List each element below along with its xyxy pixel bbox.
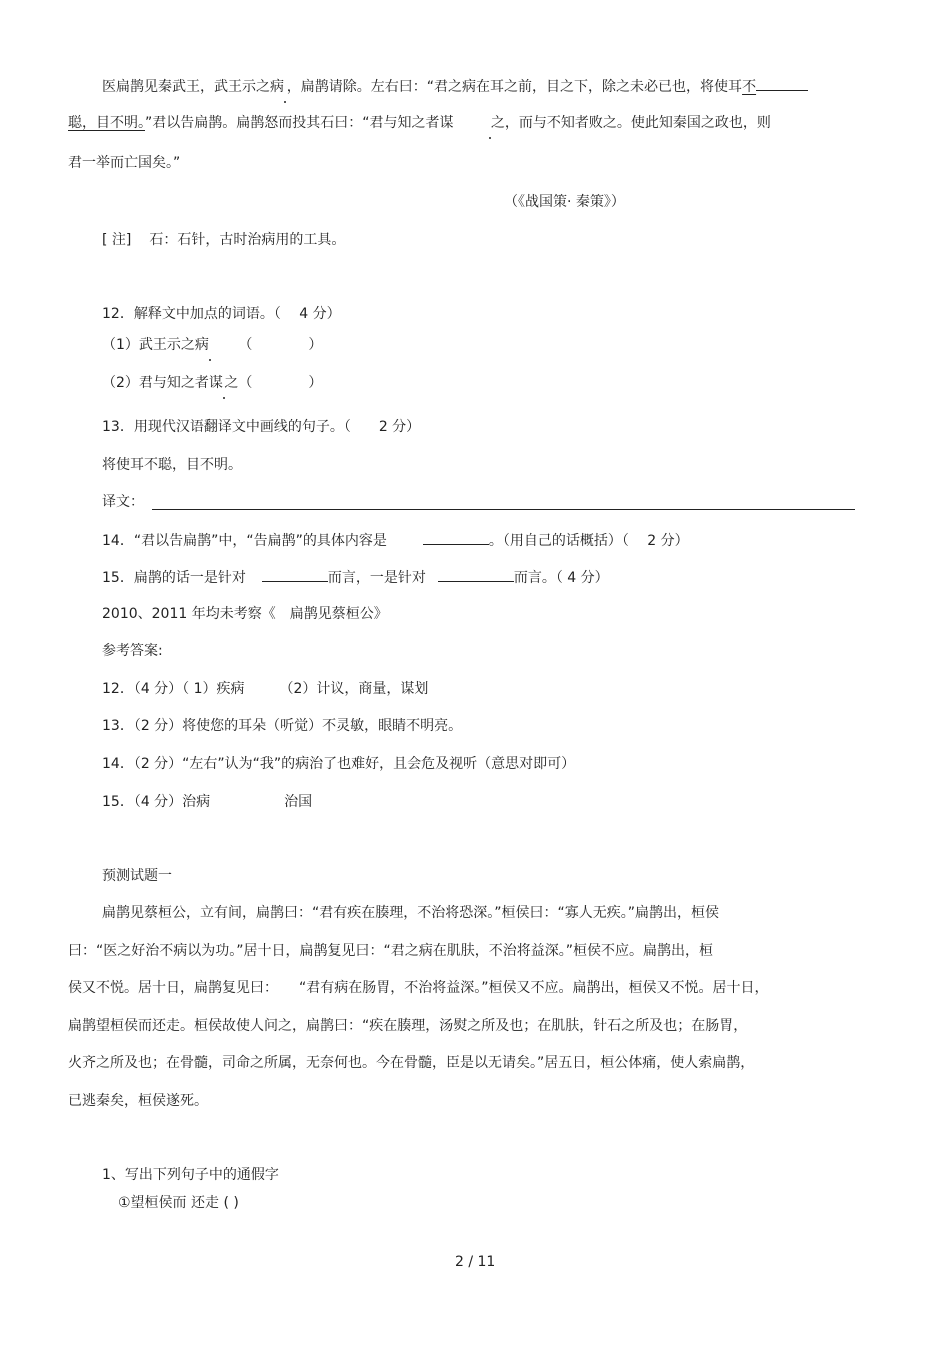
emphasis-dot-mark <box>284 77 287 97</box>
answer-13: 13．（2 分）将使您的耳朵（听觉）不灵敏，眼睛不明亮。 <box>102 718 463 734</box>
emphasis-dot-mark <box>223 373 224 393</box>
question-12: 12．解释文中加点的词语。（ 4 分） <box>102 306 341 322</box>
exam-note: 2010、2011 年均未考察《 扁鹊见蔡桓公》 <box>102 606 388 622</box>
prediction-line: 侯又不悦。居十日，扁鹊复见曰： “君有病在肠胃，不治将益深。”桓侯又不应。扁鹊出，桓侯又不悦。居十日， <box>68 980 769 996</box>
question-15: 15．扁鹊的话一是针对 而言，一是针对 而言。（ 4 分） <box>102 567 609 588</box>
prediction-line: 扁鹊见蔡桓公，立有间，扁鹊曰：“君有疾在腠理，不治将恐深。”桓侯曰：“寡人无疾。”扁鹊出，桓侯 <box>102 905 720 921</box>
emphasis-dot-mark <box>490 113 491 133</box>
prediction-line: 已逃秦矣，桓侯遂死。 <box>68 1093 208 1109</box>
emphasis-dot-mark <box>209 335 210 355</box>
prediction-line: 曰：“医之好治不病以为功。”居十日，扁鹊复见曰：“君之病在肌肤，不治将益深。”桓侯不应。扁鹊出，桓 <box>68 943 714 959</box>
question-13: 13．用现代汉语翻译文中画线的句子。（ 2 分） <box>102 419 421 435</box>
prediction-title: 预测试题一 <box>102 868 172 884</box>
prediction-question-1: 1、写出下列句子中的通假字 <box>102 1167 279 1183</box>
question-12-2: （2）君与知之者谋 之（ ） <box>102 375 323 391</box>
question-13-sentence: 将使耳不聪，目不明。 <box>102 457 242 473</box>
prediction-question-1-item: ①望桓侯而 还走 ( ) <box>118 1195 239 1211</box>
answer-blank[interactable] <box>262 567 328 582</box>
passage1-line3: 君一举而亡国矣。” <box>68 155 181 171</box>
answers-title: 参考答案: <box>102 643 163 659</box>
answer-12: 12．（4 分）（ 1）疾病 （2）计议，商量，谋划 <box>102 681 429 697</box>
translation-label: 译文： <box>102 494 144 510</box>
prediction-line: 扁鹊望桓侯而还走。桓侯故使人问之，扁鹊曰：“疾在腠理，汤熨之所及也；在肌肤，针石之所及也；在肠胃， <box>68 1018 748 1034</box>
answer-blank[interactable] <box>423 530 489 545</box>
prediction-line: 火齐之所及也；在骨髓，司命之所属，无奈何也。今在骨髓，臣是以无请矣。”居五日，桓公体痛，使人索扁鹊， <box>68 1055 755 1071</box>
answer-14: 14．（2 分）“左右”认为“我”的病治了也难好，且会危及视听（意思对即可） <box>102 756 576 772</box>
question-14: 14．“君以告扁鹊”中，“告扁鹊”的具体内容是 。（用自己的话概括）（ 2 分） <box>102 530 689 551</box>
underlined-sentence: 聪，目不明。 <box>68 115 145 131</box>
translation-answer-line[interactable] <box>152 509 855 510</box>
passage1-line1: 医扁鹊见秦武王，武王示之病 ，扁鹊请除。左右曰：“君之病在耳之前，目之下，除之未必已也，将使耳不 <box>102 76 808 97</box>
answer-15: 15．（4 分）治病 治国 <box>102 794 313 810</box>
question-12-1: （1）武王示之病 （ ） <box>102 337 323 353</box>
passage1-line2: 聪，目不明。”君以告扁鹊。扁鹊怒而投其石曰：“君与知之者谋 之，而与不知者败之。使此知秦国之政也，则 <box>68 115 771 131</box>
underlined-text: 不 <box>742 79 757 95</box>
passage-note: [ 注] 石：石针，古时治病用的工具。 <box>102 232 346 248</box>
underline-blank <box>756 76 808 91</box>
page-number: 2 / 11 <box>455 1254 496 1270</box>
answer-blank[interactable] <box>438 567 514 582</box>
passage-source: （《战国策· 秦策》） <box>504 194 625 210</box>
